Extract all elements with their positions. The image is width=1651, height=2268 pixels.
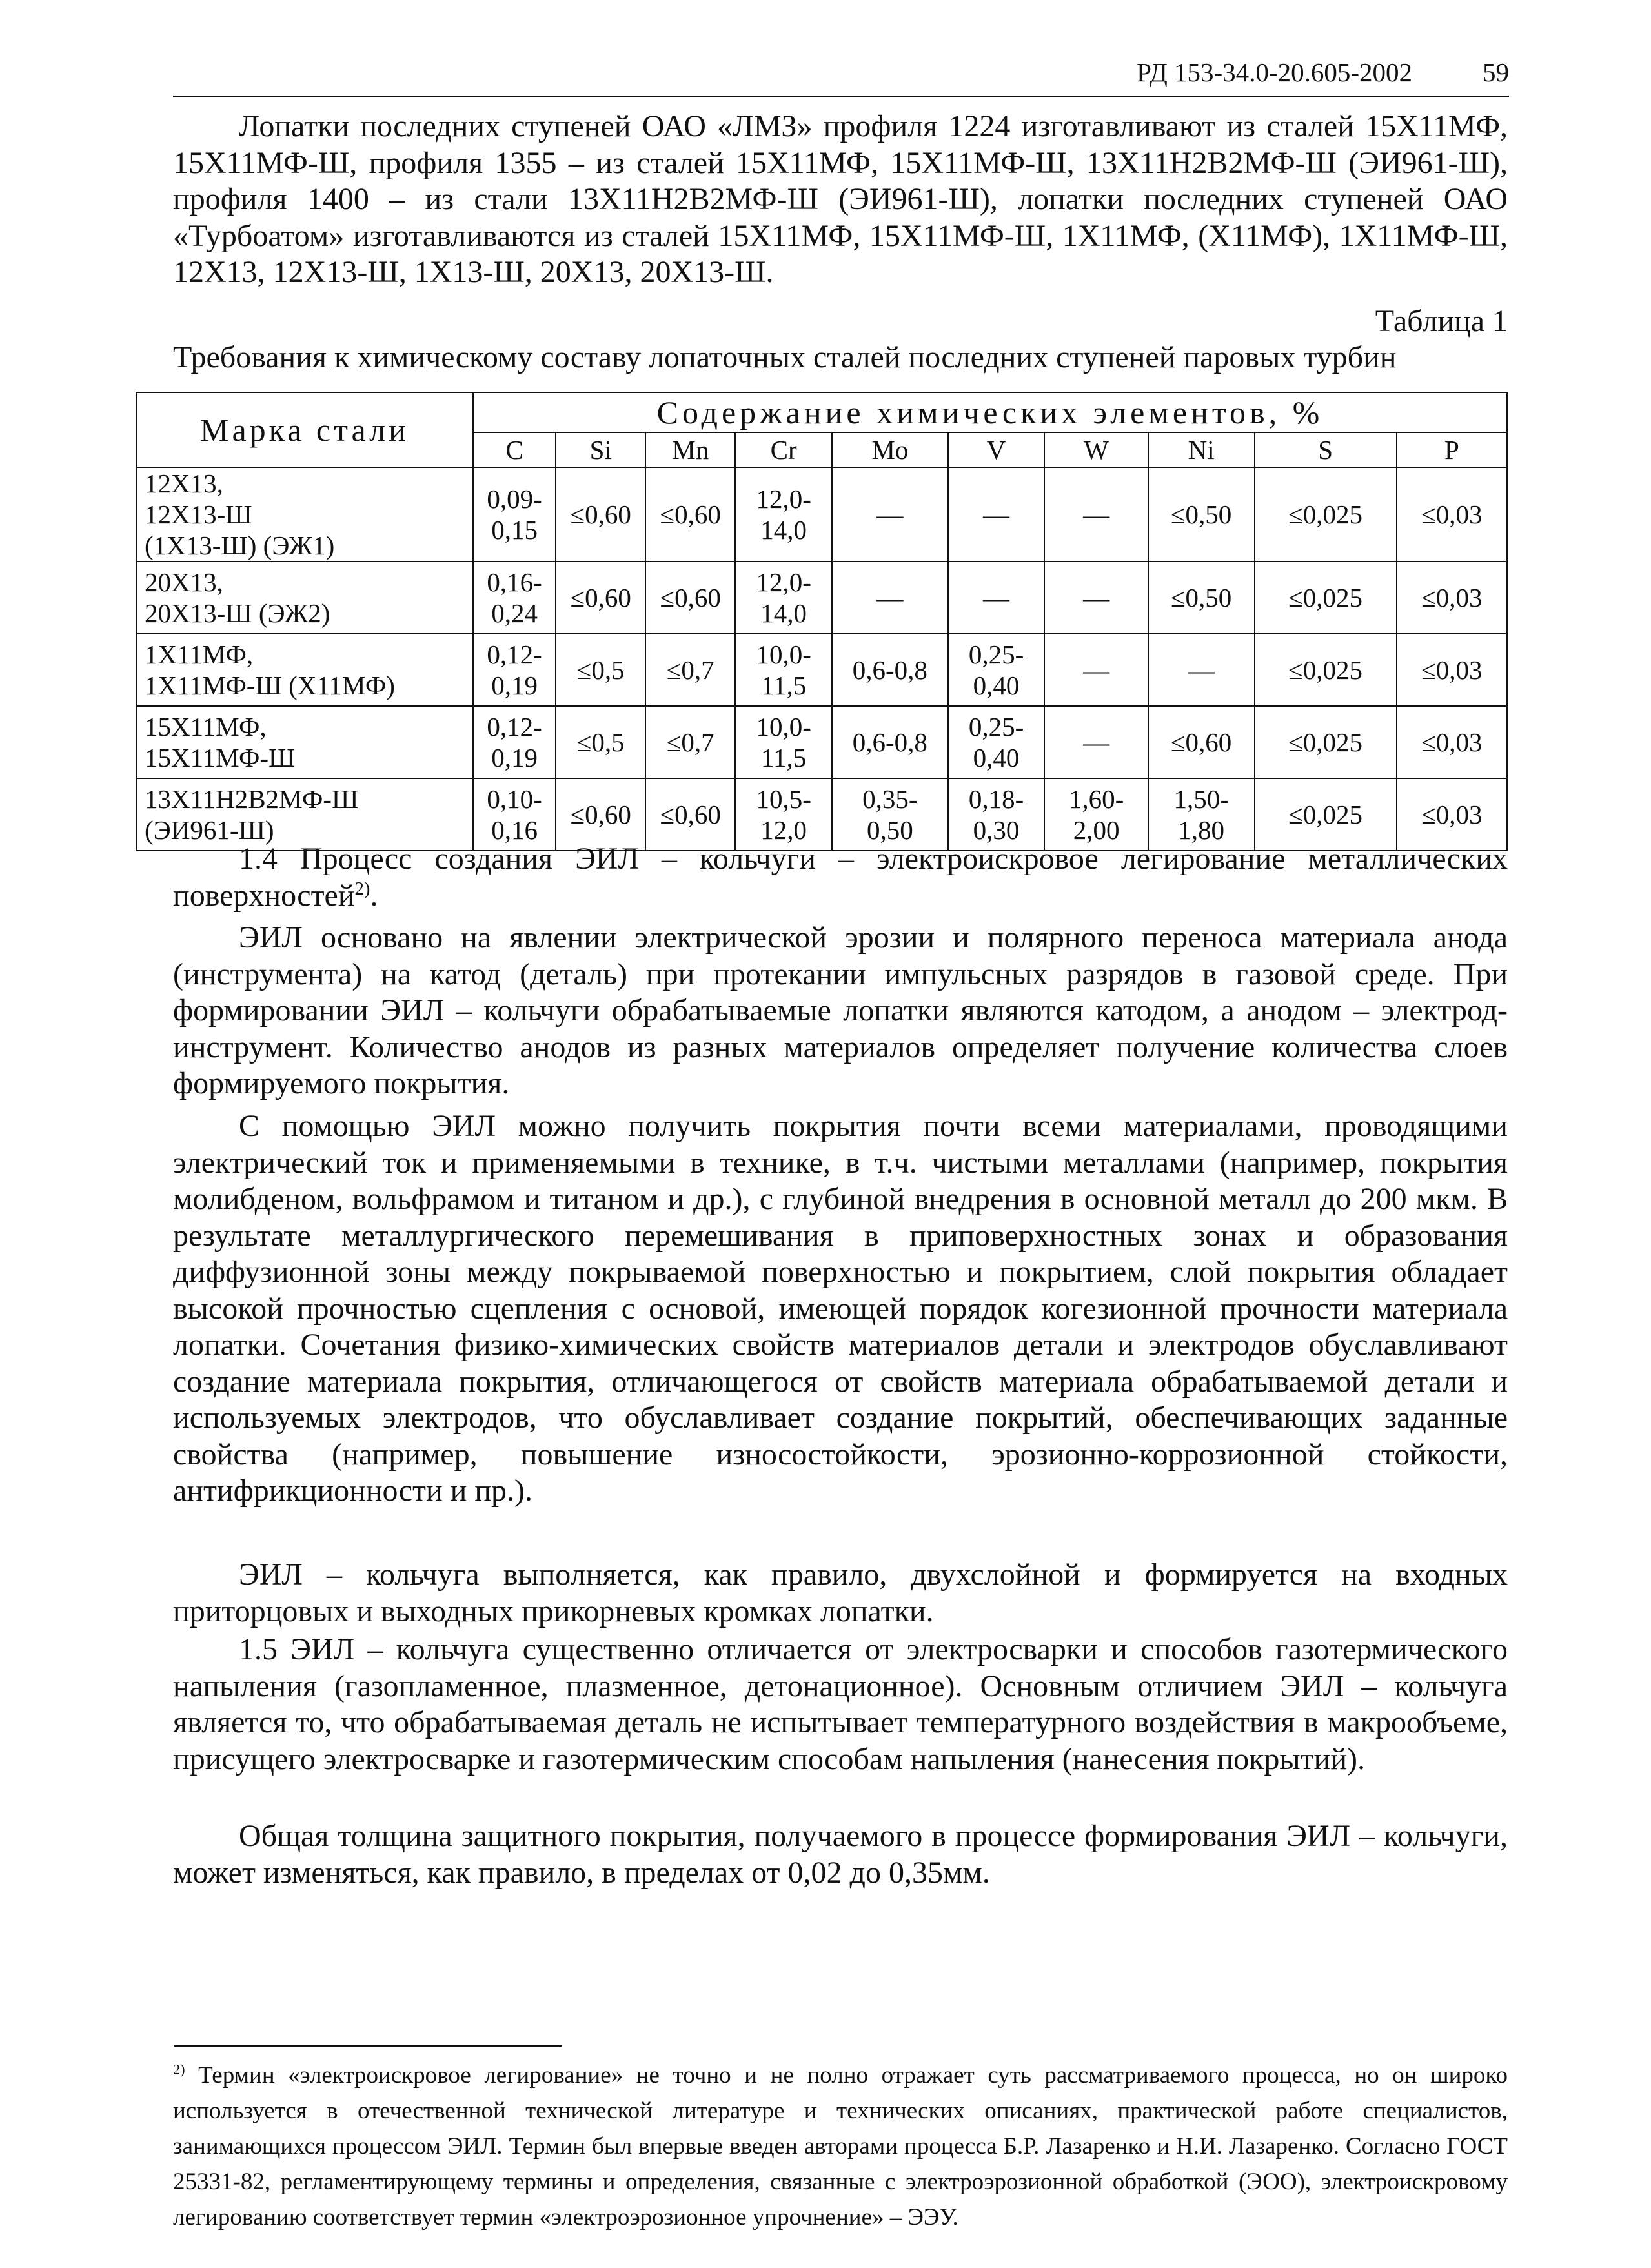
composition-cell [645, 634, 735, 706]
steel-grade-line: 20Х13-Ш (ЭЖ2) [145, 598, 330, 628]
composition-value: 14,0 [760, 515, 807, 545]
element-header-cell: Ni [1148, 432, 1255, 467]
composition-cell [1148, 706, 1255, 778]
element-header-cell: Si [556, 432, 645, 467]
composition-value: ≤0,60 [570, 500, 631, 529]
composition-cell [1044, 706, 1148, 778]
composition-cell [832, 467, 948, 562]
composition-value: ≤0,025 [1288, 655, 1363, 685]
composition-cell [735, 562, 832, 634]
steel-grade-cell [136, 706, 473, 778]
composition-value: ≤0,5 [576, 655, 625, 685]
steel-grade-line: 15Х11МФ, [145, 712, 267, 742]
composition-cell [1044, 634, 1148, 706]
chemical-composition-table [136, 392, 1508, 851]
composition-value: 0,25- [968, 712, 1024, 742]
composition-value: 0,50 [866, 815, 913, 845]
composition-cell [1044, 778, 1148, 851]
footnote-reference: 2) [354, 878, 370, 899]
table-row [136, 634, 1507, 706]
composition-cell [1255, 562, 1397, 634]
composition-value: 0,12- [487, 712, 542, 742]
composition-cell [556, 634, 645, 706]
composition-cell [556, 778, 645, 851]
steel-grade-cell [136, 467, 473, 562]
composition-value: 0,16 [491, 815, 538, 845]
composition-value: 0,15 [491, 515, 538, 545]
composition-cell [473, 778, 556, 851]
composition-value: 12,0 [760, 815, 807, 845]
footnote [173, 2058, 1508, 2235]
composition-value: 0,40 [973, 743, 1020, 773]
composition-value: ≤0,60 [660, 500, 721, 529]
element-header-cell: C [473, 432, 556, 467]
section-1-4-paragraph [173, 841, 1508, 914]
composition-value: 0,12- [487, 640, 542, 669]
composition-cell [1148, 467, 1255, 562]
composition-cell [1148, 634, 1255, 706]
composition-cell [645, 467, 735, 562]
composition-value: 0,18- [968, 784, 1024, 814]
footnote-separator [174, 2045, 562, 2047]
composition-cell [645, 562, 735, 634]
composition-value: 11,5 [761, 743, 807, 773]
composition-cell [948, 634, 1045, 706]
composition-cell [1255, 467, 1397, 562]
composition-value: ≤0,60 [570, 800, 631, 829]
page-header [173, 57, 1509, 97]
composition-value: 12,0- [756, 567, 811, 597]
composition-cell [832, 778, 948, 851]
composition-value: — [876, 583, 904, 613]
section-1-4-text: 1.4 Процесс создания ЭИЛ – кольчуги – электроискровое легирование металлических поверхностей [173, 842, 1508, 913]
composition-value: 0,35- [862, 784, 918, 814]
composition-cell [1397, 562, 1507, 634]
steel-grade-cell [136, 778, 473, 851]
composition-value: ≤0,50 [1171, 583, 1232, 613]
composition-value: ≤0,60 [570, 583, 631, 613]
composition-cell [1255, 706, 1397, 778]
composition-value: — [1083, 583, 1110, 613]
composition-value: 10,5- [756, 784, 811, 814]
composition-cell [948, 467, 1045, 562]
grade-column-header: Марка стали [136, 392, 473, 467]
composition-value: ≤0,50 [1171, 500, 1232, 529]
composition-value: 1,80 [1178, 815, 1225, 845]
composition-value: — [1188, 655, 1215, 685]
composition-value: 0,6-0,8 [852, 655, 927, 685]
steel-grade-line: (1Х13-Ш) (ЭЖ1) [145, 531, 335, 560]
element-header-cell: Mn [645, 432, 735, 467]
eil-materials-paragraph: С помощью ЭИЛ можно получить покрытия почти всеми материалами, проводящими электрический ток и применяемыми в технике, в т.ч. чистыми металлами (например, покрытия молибденом, вольфрамом и титаном и др.), с глубиной внедрения в основной металл до 200 мкм. В результате металлургического перемешивания в приповерхностных зонах и образования диффузионной зоны между покрываемой поверхностью и покрытием, слой покрытия обладает высокой прочностью сцепления с основой, имеющей порядок когезионной прочности материала лопатки. Сочетания физико-химических свойств материалов детали и электродов обуславливают создание материала покрытия, отличающегося от свойств материала обрабатываемой детали и используемых электродов, что обуславливает создание покрытий, обеспечивающих заданные свойства (например, повышение износостойкости, эрозионно-коррозионной стойкости, антифрикционности и пр.). [173, 1109, 1508, 1508]
composition-cell [1255, 778, 1397, 851]
composition-cell [1044, 562, 1148, 634]
composition-cell [556, 706, 645, 778]
composition-value: ≤0,025 [1288, 727, 1363, 757]
table-number: Таблица 1 [1375, 304, 1508, 338]
table-row [136, 706, 1507, 778]
composition-value: ≤0,7 [666, 727, 714, 757]
composition-cell [1397, 634, 1507, 706]
composition-value: 0,30 [973, 815, 1020, 845]
composition-cell [948, 778, 1045, 851]
section-1-4-end: . [370, 878, 378, 913]
table-row [136, 778, 1507, 851]
table-body [136, 467, 1507, 851]
element-header-cell: V [948, 432, 1045, 467]
table-title: Требования к химическому составу лопаточных сталей последних ступеней паровых турбин [173, 340, 1397, 374]
composition-value: — [876, 500, 904, 529]
elements-group-header: Содержание химических элементов, % [473, 392, 1507, 432]
eil-principle-paragraph: ЭИЛ основано на явлении электрической эрозии и полярного переноса материала анода (инструмента) на катод (деталь) при протекании импульсных разрядов в газовой среде. При формировании ЭИЛ – кольчуги обрабатываемые лопатки являются катодом, а анодом – электрод-инструмент. Количество анодов из разных материалов определяет получение количества слоев формируемого покрытия. [173, 920, 1508, 1100]
composition-value: ≤0,025 [1288, 800, 1363, 829]
footnote-marker: 2) [173, 2061, 185, 2078]
element-header-cell: W [1044, 432, 1148, 467]
composition-value: 2,00 [1073, 815, 1120, 845]
steel-grade-line: 12Х13-Ш [145, 500, 252, 529]
composition-cell [1148, 562, 1255, 634]
steel-grade-cell [136, 562, 473, 634]
composition-cell [1148, 778, 1255, 851]
composition-cell [556, 562, 645, 634]
composition-value: — [1083, 727, 1110, 757]
steel-grade-line: (ЭИ961-Ш) [145, 815, 274, 845]
composition-value: ≤0,03 [1421, 727, 1483, 757]
coating-thickness-paragraph: Общая толщина защитного покрытия, получаемого в процессе формирования ЭИЛ – кольчуги, может изменяться, как правило, в пределах от 0,02 до 0,35мм. [173, 1819, 1508, 1890]
composition-value: 12,0- [756, 484, 811, 514]
section-1-5-paragraph: 1.5 ЭИЛ – кольчуга существенно отличается от электросварки и способов газотермического напыления (газопламенное, плазменное, детонационное). Основным отличием ЭИЛ – кольчуга является то, что обрабатываемая деталь не испытывает температурного воздействия в макрообъеме, присущего электросварке и газотермическим способам напыления (нанесения покрытий). [173, 1632, 1508, 1776]
composition-value: ≤0,03 [1421, 800, 1483, 829]
composition-value: 0,25- [968, 640, 1024, 669]
composition-value: ≤0,025 [1288, 583, 1363, 613]
composition-value: 14,0 [760, 598, 807, 628]
composition-cell [473, 467, 556, 562]
footnote-text: Термин «электроискровое легирование» не точно и не полно отражает суть рассматриваемого процесса, но он широко используется в отечественной технической литературе и технических описаниях, практической работе специалистов, занимающихся процессом ЭИЛ. Термин был впервые введен авторами процесса Б.Р. Лазаренко и Н.И. Лазаренко. Согласно ГОСТ 25331-82, регламентирующему термины и определения, связанные с электроэрозионной обработкой (ЭОО), электроискровому легированию соответствует термин «электроэрозионное упрочнение» – ЭЭУ. [173, 2062, 1508, 2231]
steel-grade-cell [136, 634, 473, 706]
composition-cell [735, 706, 832, 778]
composition-cell [1397, 778, 1507, 851]
composition-value: ≤0,5 [576, 727, 625, 757]
composition-cell [735, 467, 832, 562]
composition-value: — [983, 500, 1010, 529]
composition-cell [1044, 467, 1148, 562]
composition-value: 10,0- [756, 640, 811, 669]
composition-value: ≤0,60 [660, 583, 721, 613]
composition-value: — [983, 583, 1010, 613]
composition-value: 0,40 [973, 671, 1020, 700]
composition-value: 0,09- [487, 484, 542, 514]
composition-cell [473, 706, 556, 778]
composition-value: — [1083, 655, 1110, 685]
composition-cell [832, 634, 948, 706]
composition-cell [735, 778, 832, 851]
steel-grade-line: 1Х11МФ, [145, 640, 254, 669]
element-header-cell: Cr [735, 432, 832, 467]
table-row [136, 467, 1507, 562]
steel-grade-line: 15Х11МФ-Ш [145, 743, 296, 773]
composition-value: 0,10- [487, 784, 542, 814]
steel-grade-line: 13Х11Н2В2МФ-Ш [145, 784, 359, 814]
composition-value: 11,5 [761, 671, 807, 700]
composition-value: ≤0,03 [1421, 500, 1483, 529]
composition-cell [473, 634, 556, 706]
composition-value: ≤0,7 [666, 655, 714, 685]
composition-value: 0,6-0,8 [852, 727, 927, 757]
composition-value: 0,24 [491, 598, 538, 628]
steel-grade-line: 20Х13, [145, 567, 223, 597]
table-row [136, 562, 1507, 634]
composition-cell [948, 562, 1045, 634]
document-code: РД 153-34.0-20.605-2002 [1137, 57, 1412, 87]
composition-cell [948, 706, 1045, 778]
composition-value: 0,19 [491, 671, 538, 700]
composition-value: ≤0,025 [1288, 500, 1363, 529]
table-caption [173, 303, 1508, 376]
composition-value: ≤0,03 [1421, 583, 1483, 613]
composition-cell [832, 706, 948, 778]
composition-value: 0,19 [491, 743, 538, 773]
page-number: 59 [1483, 57, 1509, 87]
composition-cell [735, 634, 832, 706]
composition-value: 1,60- [1068, 784, 1124, 814]
composition-cell [1255, 634, 1397, 706]
element-header-cell: Mo [832, 432, 948, 467]
composition-cell [473, 562, 556, 634]
composition-value: 0,16- [487, 567, 542, 597]
composition-cell [832, 562, 948, 634]
composition-cell [556, 467, 645, 562]
steel-grade-line: 12Х13, [145, 469, 223, 498]
composition-cell [645, 706, 735, 778]
composition-value: — [1083, 500, 1110, 529]
composition-value: 10,0- [756, 712, 811, 742]
eil-layers-paragraph: ЭИЛ – кольчуга выполняется, как правило, двухслойной и формируется на входных приторцовых и выходных прикорневых кромках лопатки. [173, 1557, 1508, 1628]
intro-paragraph: Лопатки последних ступеней ОАО «ЛМЗ» профиля 1224 изготавливают из сталей 15Х11МФ, 15Х11МФ-Ш, профиля 1355 – из сталей 15Х11МФ, 15Х11МФ-Ш, 13Х11Н2В2МФ-Ш (ЭИ961-Ш), профиля 1400 – из стали 13Х11Н2В2МФ-Ш (ЭИ961-Ш), лопатки последних ступеней ОАО «Турбоатом» изготавливаются из сталей 15Х11МФ, 15Х11МФ-Ш, 1Х11МФ, (Х11МФ), 1Х11МФ-Ш, 12Х13, 12Х13-Ш, 1Х13-Ш, 20Х13, 20Х13-Ш. [173, 109, 1508, 289]
composition-cell [1397, 706, 1507, 778]
composition-cell [1397, 467, 1507, 562]
steel-grade-line: 1Х11МФ-Ш (Х11МФ) [145, 671, 395, 700]
composition-value: 1,50- [1173, 784, 1229, 814]
composition-value: ≤0,03 [1421, 655, 1483, 685]
element-header-cell: S [1255, 432, 1397, 467]
composition-value: ≤0,60 [1171, 727, 1232, 757]
element-header-cell: P [1397, 432, 1507, 467]
composition-cell [645, 778, 735, 851]
composition-value: ≤0,60 [660, 800, 721, 829]
